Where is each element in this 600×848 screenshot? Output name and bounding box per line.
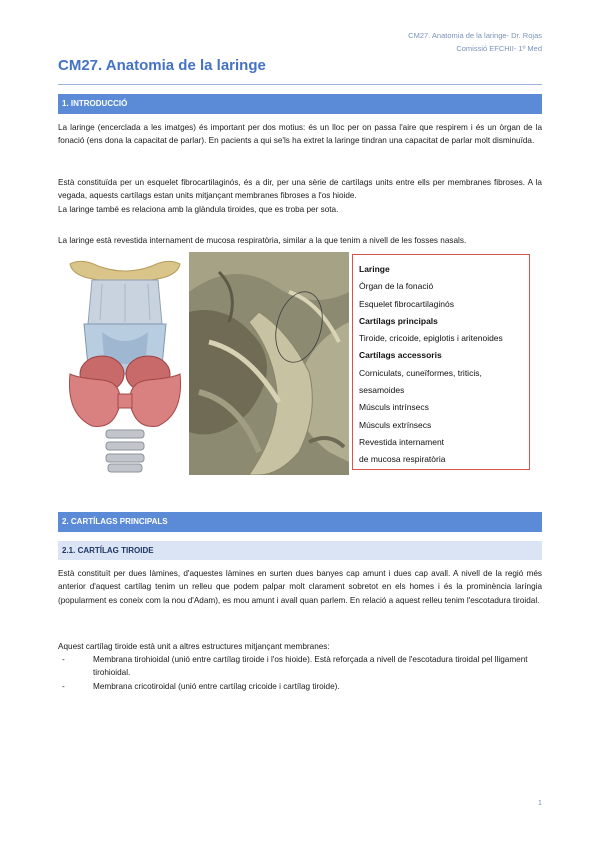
summary-item: Òrgan de la fonació	[359, 281, 434, 292]
bullet-marker: -	[62, 655, 65, 664]
intro-paragraph-2a: Està constituïda per un esquelet fibrocartilaginós, és a dir, per una sèrie de cartílags units entre ells per membranes fibroses. A la vegada, aquests cartílags estan units mitjançant membranes fibroses a l'os hioide.	[58, 178, 542, 201]
summary-item: Músculs extrínsecs	[359, 419, 432, 430]
summary-item: Cartílags accessoris	[359, 350, 442, 361]
intro-paragraph-1: La laringe (encerclada a les imatges) és important per dos motius: és un lloc per on passa l'aire que respirem i és un òrgan de la fonació (ens dona la capacitat de parlar). En pacients a qui se'ls ha extret la laringe tindran una capacitat de parlar molt disminuïda.	[58, 123, 542, 146]
page-number: 1	[537, 798, 542, 807]
bullet-item: Membrana cricotiroidal (unió entre cartílag cricoide i cartílag tiroide).	[93, 682, 340, 691]
thyroid-paragraph-2: Aquest cartílag tiroide està unit a altres estructures mitjançant membranes:	[58, 642, 330, 651]
intro-paragraph-2b: La laringe també es relaciona amb la glàndula tiroides, que es troba per sota.	[58, 205, 339, 214]
thyroid-paragraph-1: Està constituït per dues làmines, d'aquestes làmines en surten dues banyes cap amunt i dues cap avall. A nivell de la regió més anterior d'aquest cartílag tenim un relleu que podem palpar molt clarament sobretot en els homes i és la prominència laríngia (popularment es coneix com la nou d'Adam), es mou amunt i avall quan parlem. En relació a aquest relleu tenim l'escotadura tiroidal.	[58, 569, 542, 605]
summary-item: Laringe	[359, 264, 390, 274]
summary-item: Corniculats, cuneïformes, triticis,	[359, 367, 482, 378]
summary-item: de mucosa respiratòria	[359, 454, 446, 465]
header-line-2: Comissió EFCHII- 1º Med	[456, 44, 542, 53]
section-heading-intro: 1. INTRODUCCIÓ	[58, 94, 542, 114]
page-title: CM27. Anatomia de la laringe	[58, 57, 266, 74]
bullet-marker: -	[62, 682, 65, 691]
section-heading-cartilages: 2. CARTÍLAGS PRINCIPALS	[58, 512, 542, 532]
summary-item: sesamoides	[359, 385, 405, 396]
summary-item: Tiroide, cricoide, epiglotis i aritenoides	[359, 333, 503, 344]
summary-item: Cartílags principals	[359, 315, 438, 326]
larynx-illustration	[62, 254, 188, 474]
intro-paragraph-3: La laringe està revestida internament de mucosa respiratòria, similar a la que tenim a nivell de les fosses nasals.	[58, 236, 467, 245]
summary-item: Músculs intrínsecs	[359, 402, 429, 413]
subsection-heading-thyroid: 2.1. CARTÍLAG TIROIDE	[58, 541, 542, 560]
larynx-dissection-photo	[189, 252, 349, 475]
header-line-1: CM27. Anatomia de la laringe- Dr. Rojas	[408, 31, 542, 40]
title-divider	[58, 84, 542, 85]
bullet-item: Membrana tirohioidal (unió entre cartílag tiroide i l'os hioide). Està reforçada a nivell de l'escotadura tiroidal pel lligament tirohioidal.	[93, 655, 528, 678]
summary-item: Revestida internament	[359, 436, 445, 447]
summary-box	[352, 254, 530, 470]
summary-item: Esquelet fibrocartilaginós	[359, 298, 454, 309]
